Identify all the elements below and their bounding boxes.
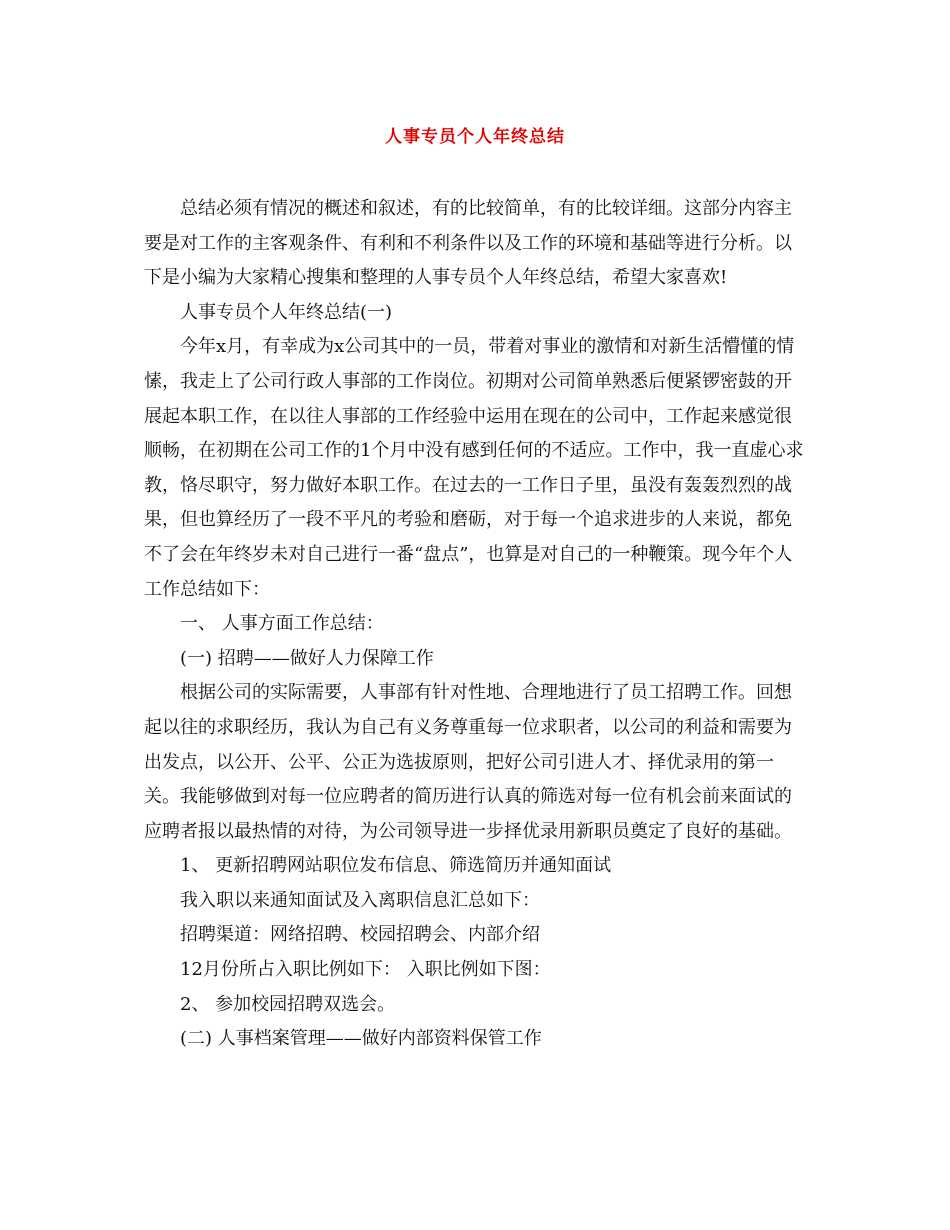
- paragraph: 根据公司的实际需要，人事部有针对性地、合理地进行了员工招聘工作。回想起以往的求职经历，我认为自己有义务尊重每一位求职者，以公司的利益和需要为出发点，以公开、公平、公正为选拔原则，把好公司引进人才、择优录用的第一关。我能够做到对每一位应聘者的简历进行认真的筛选对每一位有机会前来面试的应聘者报以最热情的对待，为公司领导进一步择优录用新职员奠定了良好的基础。: [144, 682, 792, 842]
- subsection-heading: (二) 人事档案管理——做好内部资料保管工作: [180, 1028, 542, 1050]
- paragraph: 我入职以来通知面试及入离职信息汇总如下：: [180, 889, 540, 911]
- document-title: 人事专员个人年终总结: [385, 127, 565, 147]
- list-item: 2、 参加校园招聘双选会。: [180, 993, 396, 1015]
- subsection-heading: (一) 招聘——做好人力保障工作: [180, 647, 434, 669]
- paragraph: 今年x月，有幸成为x公司其中的一员，带着对事业的激情和对新生活懵懂的情愫，我走上了公司行政人事部的工作岗位。初期对公司简单熟悉后便紧锣密鼓的开展起本职工作，在以往人事部的工作经验中运用在现在的公司中，工作起来感觉很顺畅，在初期在公司工作的1个月中没有感到任何的不适应。工作中，我一直虚心求教，恪尽职守，努力做好本职工作。在过去的一工作日子里，虽没有轰轰烈烈的战果，但也算经历了一段不平凡的考验和磨砺，对于每一个追求进步的人来说，都免不了会在年终岁未对自己进行一番“盘点”，也算是对自己的一种鞭策。现今年个人工作总结如下：: [144, 336, 804, 600]
- list-item: 1、 更新招聘网站职位发布信息、筛选简历并通知面试: [180, 855, 612, 877]
- paragraph: 招聘渠道：网络招聘、校园招聘会、内部介绍: [180, 924, 540, 946]
- paragraph: 12月份所占入职比例如下： 入职比例如下图：: [180, 959, 551, 981]
- paragraph-intro: 总结必须有情况的概述和叙述，有的比较简单，有的比较详细。这部分内容主要是对工作的主客观条件、有利和不利条件以及工作的环境和基础等进行分析。以下是小编为大家精心搜集和整理的人事专员个人年终总结，希望大家喜欢!: [144, 198, 792, 289]
- section-heading: 一、 人事方面工作总结：: [180, 613, 384, 635]
- section-heading: 人事专员个人年终总结(一): [180, 301, 393, 323]
- document-body: [144, 192, 804, 1057]
